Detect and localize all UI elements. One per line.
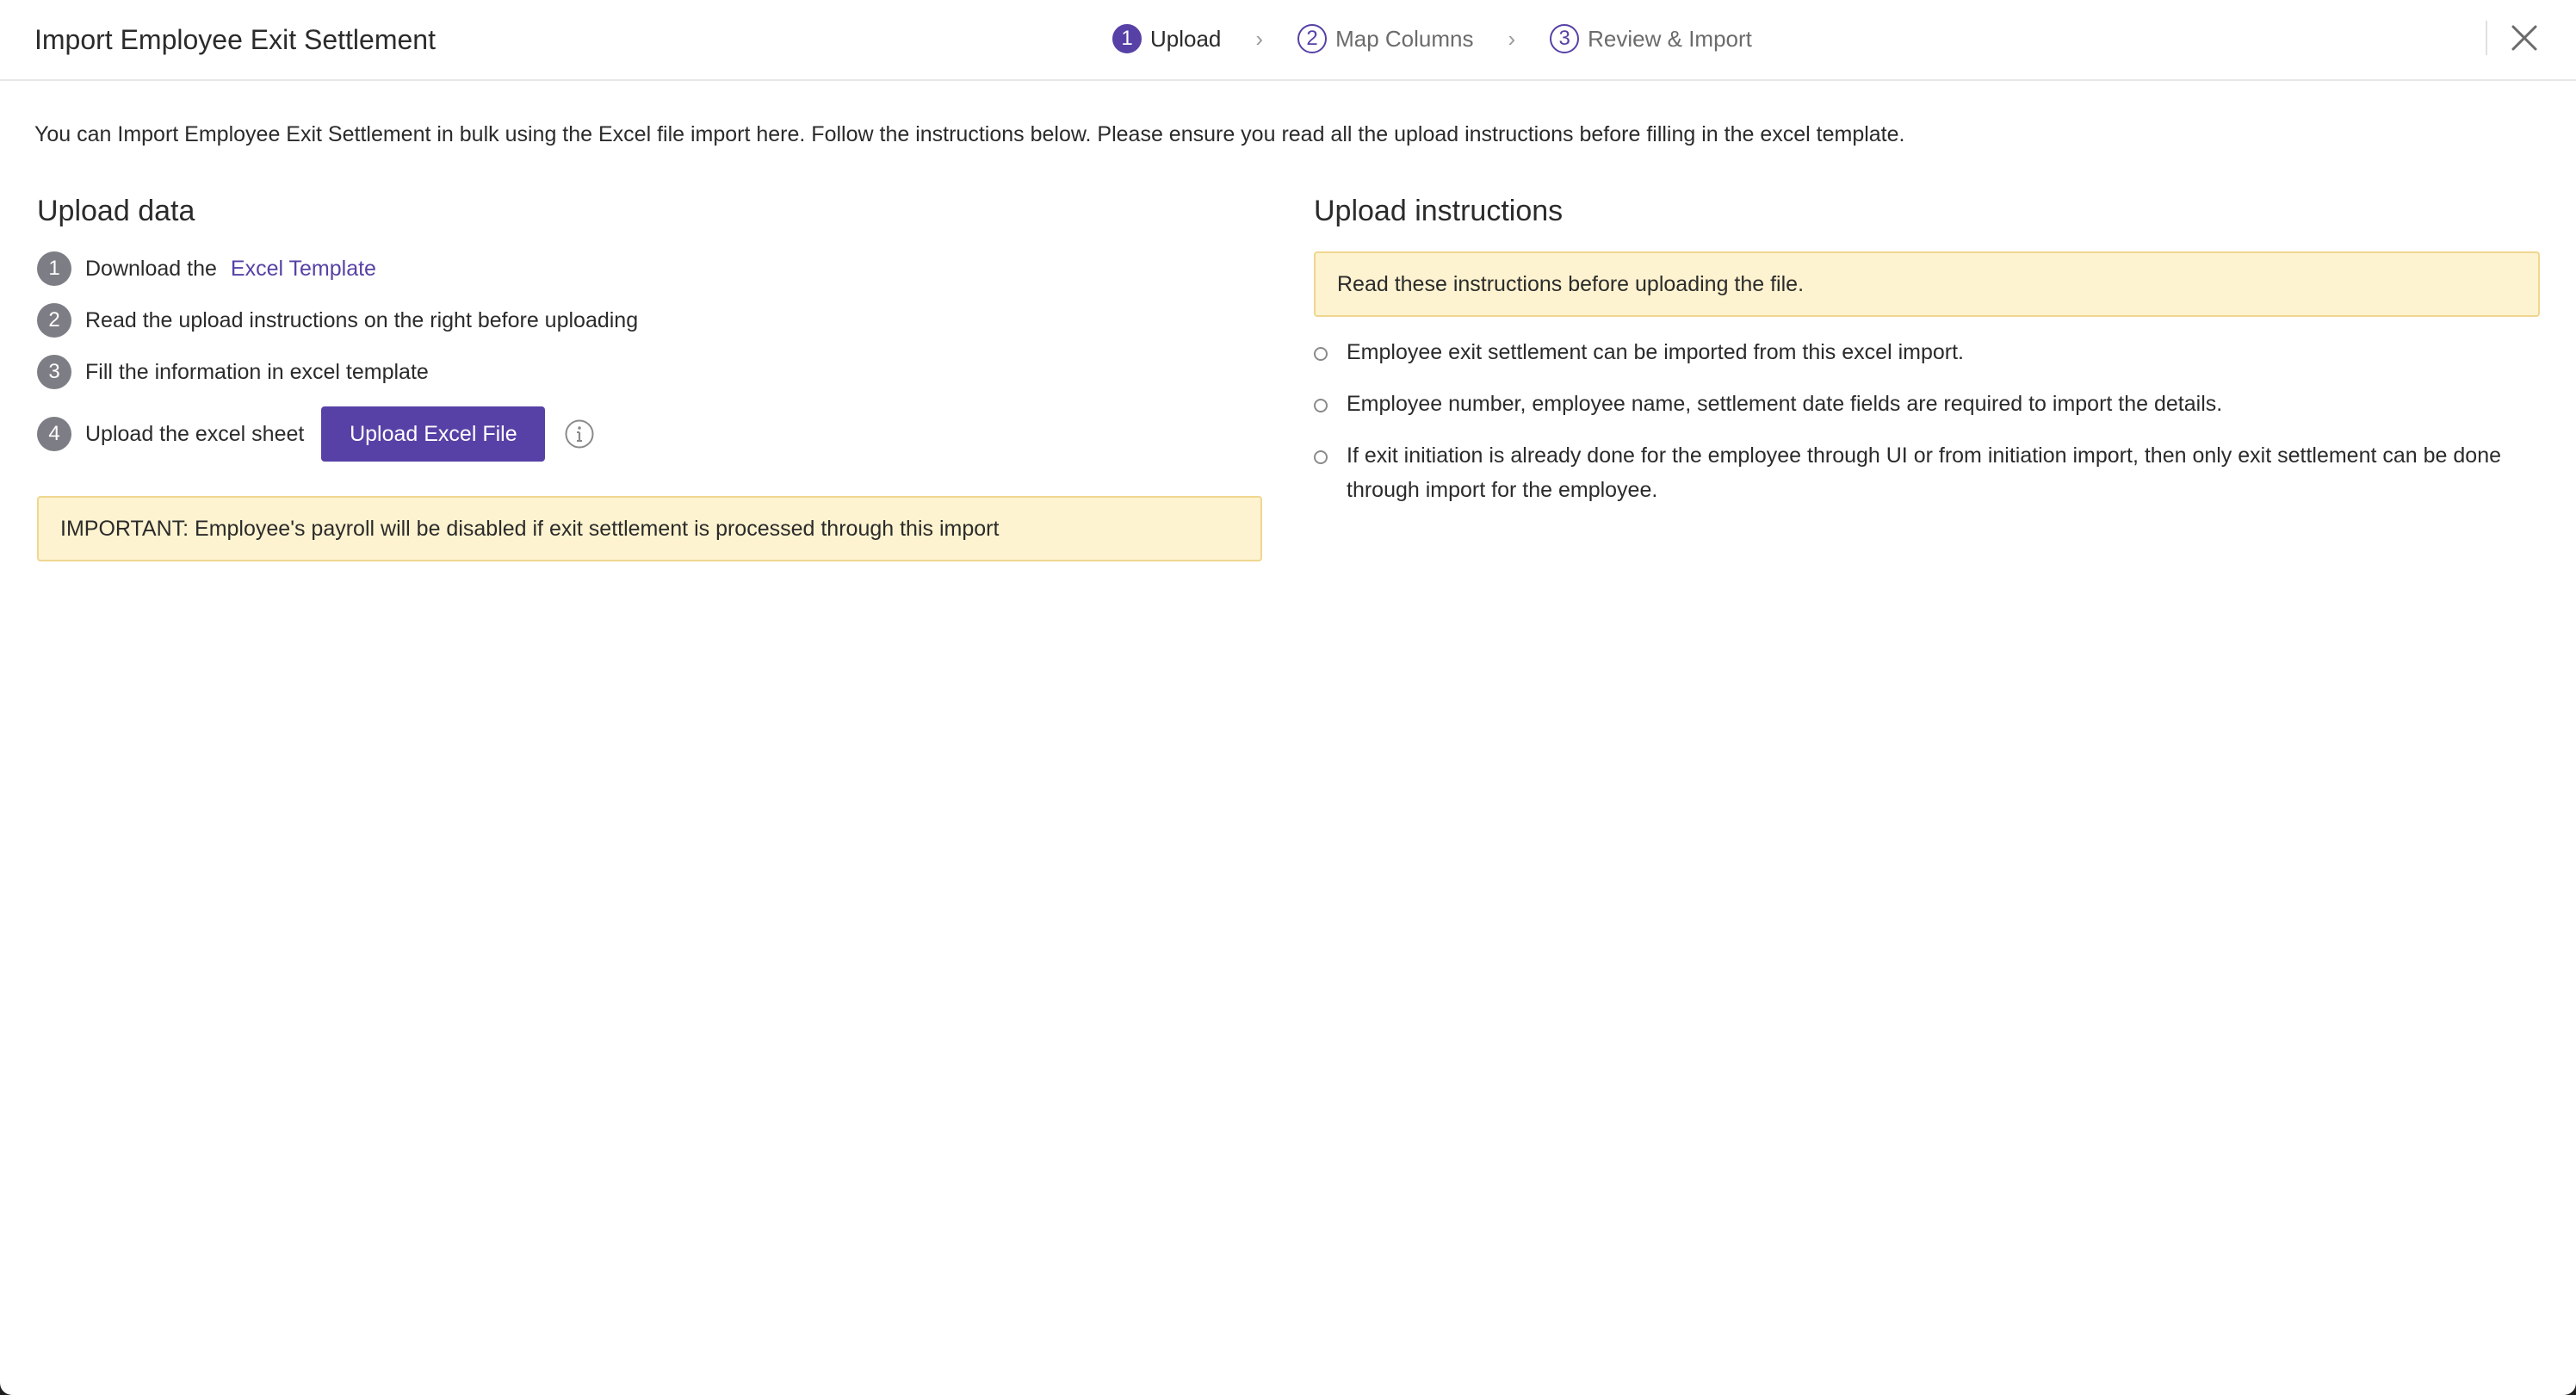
bullet-icon	[1314, 399, 1328, 412]
step-label: Review & Import	[1588, 25, 1752, 52]
instruction-item	[1314, 387, 2545, 421]
step-badge: 1	[37, 251, 71, 286]
step-review-import[interactable]	[1550, 21, 1752, 57]
upload-step-3	[37, 353, 429, 391]
instruction-item	[1314, 335, 2545, 369]
step-text: Read the upload instructions on the right before uploading	[85, 307, 639, 332]
step-number: 2	[1297, 24, 1327, 53]
chevron-right-icon: ›	[1255, 26, 1264, 52]
step-label: Map Columns	[1335, 25, 1474, 52]
header-divider	[2486, 21, 2487, 55]
step-badge: 2	[37, 303, 71, 338]
close-icon	[2507, 21, 2542, 55]
step-badge: 4	[37, 417, 71, 451]
instruction-text: If exit initiation is already done for the employee through UI or from initiation import, then only exit settlement can be done through import for the employee.	[1347, 443, 2502, 502]
step-text: Download the	[85, 256, 217, 281]
step-label: Upload	[1150, 25, 1222, 52]
modal-header	[0, 0, 2576, 81]
chevron-right-icon: ›	[1508, 26, 1516, 52]
bullet-icon	[1314, 347, 1328, 361]
upload-data-title: Upload data	[37, 195, 195, 227]
intro-text: You can Import Employee Exit Settlement in bulk using the Excel file import here. Follow the instructions below. Please ensure you read all the upload instructions before filling in the excel template.	[34, 122, 1905, 146]
step-text: Upload the excel sheet	[85, 421, 305, 446]
upload-step-2	[37, 301, 638, 339]
bullet-icon	[1314, 450, 1328, 464]
instruction-item	[1314, 438, 2545, 507]
import-stepper	[1112, 21, 1752, 57]
upload-step-4	[37, 406, 595, 462]
instructions-notice: Read these instructions before uploading the file.	[1314, 251, 2540, 317]
step-number: 1	[1112, 24, 1142, 53]
step-badge: 3	[37, 355, 71, 389]
step-text: Fill the information in excel template	[85, 359, 429, 384]
info-icon[interactable]	[564, 418, 595, 450]
upload-step-1	[37, 250, 376, 288]
close-button[interactable]	[2507, 21, 2542, 55]
step-upload[interactable]	[1112, 21, 1221, 57]
instruction-text: Employee exit settlement can be imported from this excel import.	[1347, 340, 1964, 364]
important-alert: IMPORTANT: Employee's payroll will be disabled if exit settlement is processed through this import	[37, 496, 1262, 561]
upload-instructions-title: Upload instructions	[1314, 195, 1564, 227]
upload-excel-file-button[interactable]: Upload Excel File	[321, 406, 545, 462]
step-map-columns[interactable]	[1297, 21, 1473, 57]
modal-title: Import Employee Exit Settlement	[34, 24, 436, 55]
excel-template-link[interactable]: Excel Template	[230, 256, 376, 281]
step-number: 3	[1550, 24, 1579, 53]
instruction-text: Employee number, employee name, settlement date fields are required to import the details.	[1347, 392, 2223, 416]
